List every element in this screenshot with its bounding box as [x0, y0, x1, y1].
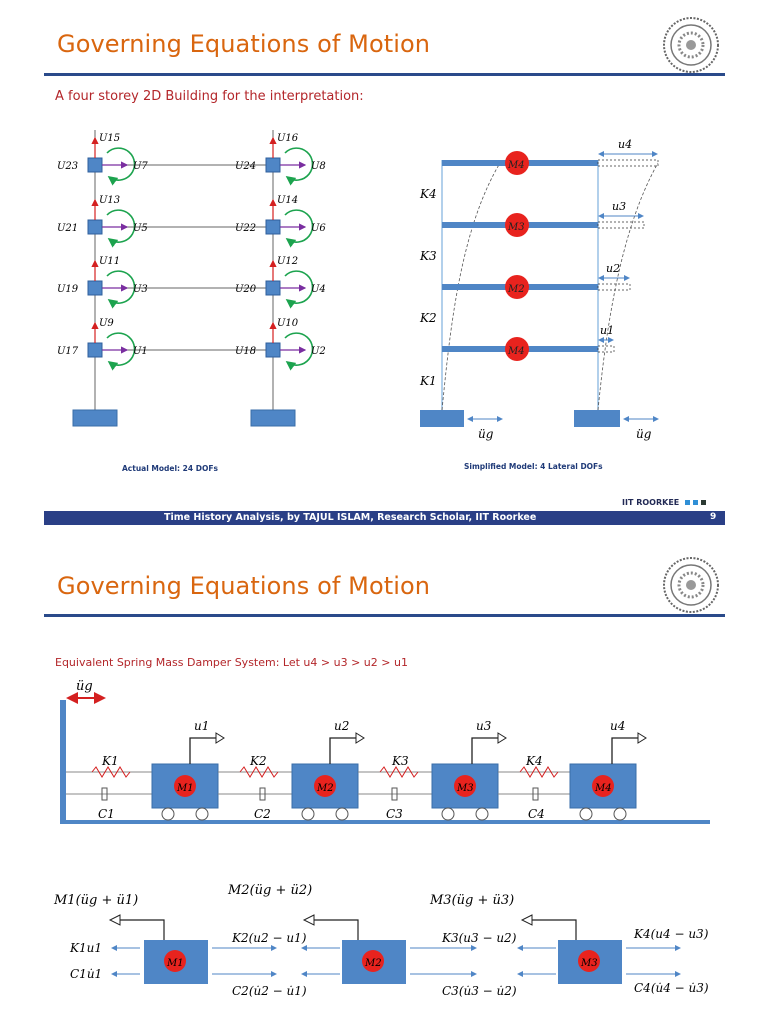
force-label: K1u1 — [70, 941, 102, 955]
dof-label: U2 — [311, 346, 326, 357]
disp-label: u4 — [610, 719, 626, 733]
org-mark — [622, 498, 706, 507]
dof-label: U13 — [99, 195, 121, 206]
dof-label: U22 — [235, 223, 257, 234]
slide-subtitle: Equivalent Spring Mass Damper System: Let u4 > u3 > u2 > u1 — [55, 656, 408, 669]
mass-label: M4 — [508, 346, 525, 357]
dof-label: U14 — [277, 195, 299, 206]
disp-label: u4 — [618, 138, 633, 151]
disp-label: u2 — [606, 262, 621, 275]
mass-block-2 — [218, 719, 364, 821]
simplified-model-caption: Simplified Model: 4 Lateral DOFs — [464, 462, 603, 471]
simplified-model-diagram — [400, 130, 700, 450]
disp-label: u1 — [194, 719, 210, 733]
damper-label: C4 — [528, 807, 545, 821]
dof-label: U18 — [235, 346, 257, 357]
disp-label: u3 — [476, 719, 492, 733]
force-label: K3(u3 − u2) — [442, 931, 517, 945]
force-label: C3(u̇3 − u̇2) — [442, 984, 517, 998]
dof-label: U20 — [235, 284, 257, 295]
dof-label: U15 — [99, 133, 121, 144]
dof-label: U8 — [311, 161, 326, 172]
actual-model-caption: Actual Model: 24 DOFs — [122, 464, 218, 473]
inertia-label: M1(üg + ü1) — [54, 893, 139, 908]
mass-block-1 — [92, 719, 224, 821]
org-square-icon — [693, 500, 698, 505]
disp-label: u1 — [600, 324, 615, 337]
dof-label: U3 — [133, 284, 148, 295]
mass-label: M4 — [595, 783, 612, 794]
left-nodes — [57, 133, 148, 365]
dof-label: U12 — [277, 256, 299, 267]
right-nodes — [235, 133, 326, 365]
org-name: IIT ROORKEE — [622, 498, 680, 507]
iit-roorkee-logo — [662, 16, 720, 79]
dof-label: U5 — [133, 223, 148, 234]
dof-label: U11 — [99, 256, 121, 267]
ground-accel-label: üg — [76, 679, 93, 694]
slide-title: Governing Equations of Motion — [57, 30, 431, 58]
force-label: K4(u4 − u3) — [634, 927, 709, 941]
slide-2 — [0, 528, 768, 1024]
org-square-icon — [701, 500, 706, 505]
dof-label: U16 — [277, 133, 299, 144]
disp-label: u3 — [612, 200, 627, 213]
mass-label: M2 — [317, 783, 334, 794]
spring-label: K4 — [526, 754, 543, 768]
simplified-mass — [505, 337, 529, 361]
dof-label: U21 — [57, 223, 79, 234]
dof-label: U9 — [99, 318, 114, 329]
mass-label: M1 — [177, 783, 194, 794]
actual-frame-diagram — [40, 110, 370, 440]
disp-label: u2 — [334, 719, 350, 733]
mass-label: M4 — [508, 160, 525, 171]
stiffness-label: K1 — [420, 374, 437, 388]
spring-label: K3 — [392, 754, 409, 768]
mass-label: M2 — [365, 958, 382, 969]
dof-label: U23 — [57, 161, 79, 172]
inertia-label: M3(üg + ü3) — [430, 893, 515, 908]
dof-label: U10 — [277, 318, 299, 329]
spring-mass-damper-diagram — [40, 668, 720, 833]
force-label: C1u̇1 — [70, 967, 103, 981]
footer-text: Time History Analysis, by TAJUL ISLAM, Research Scholar, IIT Roorkee — [164, 512, 537, 523]
spring-label: K1 — [102, 754, 119, 768]
mass-label: M1 — [167, 958, 184, 969]
stiffness-label: K4 — [420, 187, 437, 201]
stiffness-label: K2 — [420, 311, 437, 325]
iit-roorkee-logo — [662, 556, 720, 619]
dof-label: U24 — [235, 161, 257, 172]
mass-label: M3 — [581, 958, 598, 969]
slide-subtitle: A four storey 2D Building for the interpretation: — [55, 89, 364, 104]
ground-accel-label: üg — [478, 427, 494, 441]
dof-label: U7 — [133, 161, 148, 172]
mass-block-4 — [498, 719, 646, 821]
mass-label: M3 — [457, 783, 474, 794]
force-label: C2(u̇2 − u̇1) — [232, 984, 307, 998]
dof-label: U1 — [133, 346, 148, 357]
damper-label: C1 — [98, 807, 115, 821]
fbd-mass-1 — [53, 893, 307, 998]
page-number: 9 — [710, 512, 717, 522]
inertia-label: M2(üg + ü2) — [228, 883, 313, 898]
free-body-diagrams — [40, 868, 730, 1008]
simplified-mass — [505, 275, 529, 299]
mass-label: M2 — [508, 284, 525, 295]
slide-title: Governing Equations of Motion — [57, 572, 431, 600]
dof-label: U17 — [57, 346, 79, 357]
org-square-icon — [685, 500, 690, 505]
stiffness-label: K3 — [420, 249, 437, 263]
mass-label: M3 — [508, 222, 525, 233]
title-rule — [44, 73, 725, 76]
dof-label: U4 — [311, 284, 326, 295]
ground-accel-label: üg — [636, 427, 652, 441]
mass-block-3 — [358, 719, 506, 821]
simplified-mass — [505, 213, 529, 237]
dof-label: U19 — [57, 284, 79, 295]
damper-label: C2 — [254, 807, 271, 821]
damper-label: C3 — [386, 807, 403, 821]
dof-label: U6 — [311, 223, 326, 234]
spring-label: K2 — [250, 754, 267, 768]
force-label: C4(u̇4 − u̇3) — [634, 981, 709, 995]
simplified-mass — [505, 151, 529, 175]
force-label: K2(u2 − u1) — [232, 931, 307, 945]
title-rule — [44, 614, 725, 617]
